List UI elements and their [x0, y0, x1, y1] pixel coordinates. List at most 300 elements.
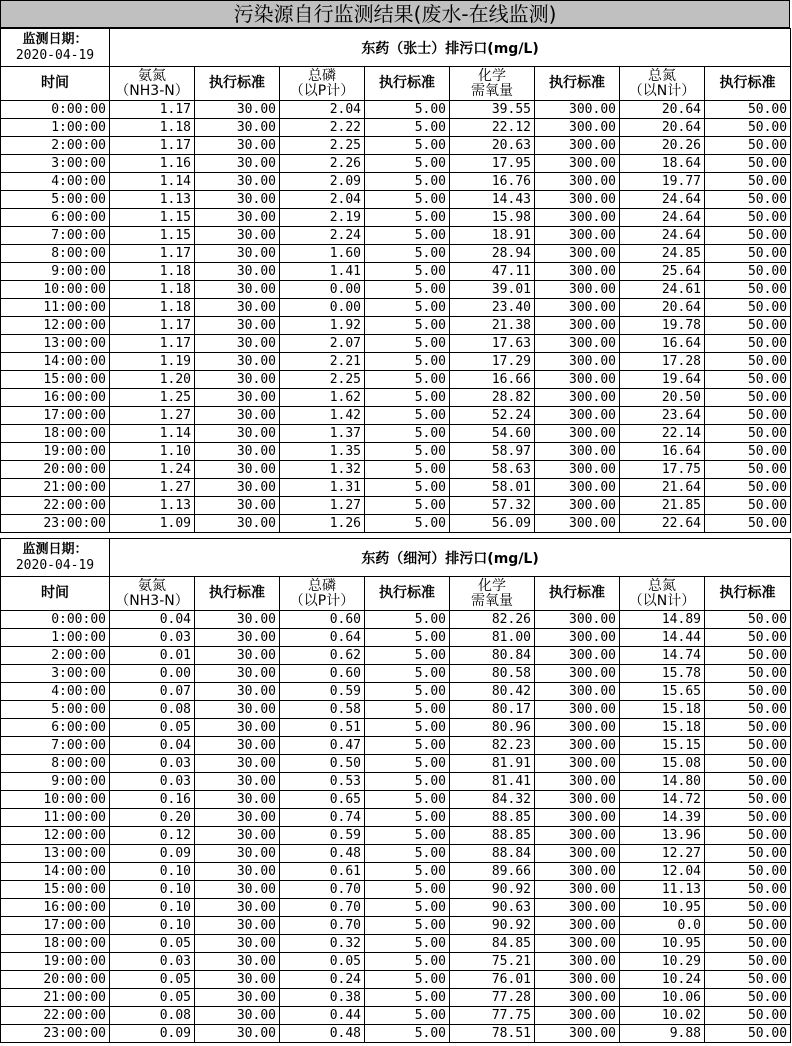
- cell-time: 7:00:00: [1, 737, 110, 755]
- table-row: [1, 317, 791, 335]
- cell-cod: 77.75: [450, 1007, 535, 1025]
- cell-nh3: 0.09: [110, 845, 195, 863]
- cell-cod: 28.94: [450, 245, 535, 263]
- monitoring-date-cell: [1, 29, 110, 67]
- cell-tp: 0.32: [280, 935, 365, 953]
- cell-nh3-std: 30.00: [195, 443, 280, 461]
- cell-nh3: 0.05: [110, 935, 195, 953]
- cell-tp: 1.26: [280, 515, 365, 533]
- cell-tn-std: 50.00: [705, 245, 791, 263]
- cell-nh3-std: 30.00: [195, 497, 280, 515]
- cell-nh3: 0.16: [110, 791, 195, 809]
- cell-cod-std: 300.00: [535, 191, 620, 209]
- cell-nh3-std: 30.00: [195, 629, 280, 647]
- cell-cod: 20.63: [450, 137, 535, 155]
- cell-tn-std: 50.00: [705, 407, 791, 425]
- cell-nh3: 0.01: [110, 647, 195, 665]
- cell-tp: 1.92: [280, 317, 365, 335]
- cell-cod: 14.43: [450, 191, 535, 209]
- cell-cod: 17.95: [450, 155, 535, 173]
- cell-time: 21:00:00: [1, 479, 110, 497]
- cell-cod: 57.32: [450, 497, 535, 515]
- section-meta-row: [1, 539, 791, 577]
- col-header-cod: [450, 577, 535, 611]
- cell-tn-std: 50.00: [705, 665, 791, 683]
- cell-nh3-std: 30.00: [195, 227, 280, 245]
- col-header-std-tn: 执行标准: [705, 67, 791, 101]
- cell-nh3: 0.20: [110, 809, 195, 827]
- cell-tn-std: 50.00: [705, 809, 791, 827]
- cell-tn: 14.44: [620, 629, 705, 647]
- cell-tp: 0.00: [280, 281, 365, 299]
- cell-time: 19:00:00: [1, 953, 110, 971]
- cell-nh3: 0.10: [110, 917, 195, 935]
- cell-tn-std: 50.00: [705, 971, 791, 989]
- cell-tn: 10.29: [620, 953, 705, 971]
- cell-tp-std: 5.00: [365, 407, 450, 425]
- cell-tp-std: 5.00: [365, 719, 450, 737]
- cell-tn: 10.06: [620, 989, 705, 1007]
- cell-cod-std: 300.00: [535, 515, 620, 533]
- table-row: [1, 119, 791, 137]
- cell-tp-std: 5.00: [365, 809, 450, 827]
- table-row: [1, 425, 791, 443]
- cell-cod-std: 300.00: [535, 809, 620, 827]
- cell-cod: 56.09: [450, 515, 535, 533]
- table-row: [1, 809, 791, 827]
- cell-nh3-std: 30.00: [195, 971, 280, 989]
- cell-tn-std: 50.00: [705, 443, 791, 461]
- cell-tp-std: 5.00: [365, 647, 450, 665]
- cell-cod: 84.32: [450, 791, 535, 809]
- cell-tn: 16.64: [620, 335, 705, 353]
- col-header-cod-line2: 需氧量: [471, 592, 513, 609]
- table-row: [1, 281, 791, 299]
- table-row: [1, 407, 791, 425]
- cell-tn: 18.64: [620, 155, 705, 173]
- cell-nh3-std: 30.00: [195, 899, 280, 917]
- cell-cod-std: 300.00: [535, 1007, 620, 1025]
- cell-tn: 24.85: [620, 245, 705, 263]
- table-row: [1, 791, 791, 809]
- col-header-tp-line2: （以P计）: [289, 592, 355, 609]
- table-row: [1, 335, 791, 353]
- cell-cod: 52.24: [450, 407, 535, 425]
- monitoring-date-label: 监测日期：: [22, 541, 88, 557]
- cell-tp: 0.74: [280, 809, 365, 827]
- cell-cod-std: 300.00: [535, 953, 620, 971]
- cell-tn: 14.39: [620, 809, 705, 827]
- cell-tp: 1.62: [280, 389, 365, 407]
- cell-tn-std: 50.00: [705, 719, 791, 737]
- cell-tn-std: 50.00: [705, 863, 791, 881]
- cell-nh3: 0.09: [110, 1025, 195, 1043]
- cell-nh3-std: 30.00: [195, 371, 280, 389]
- col-header-tp: [280, 67, 365, 101]
- cell-tn-std: 50.00: [705, 629, 791, 647]
- cell-cod-std: 300.00: [535, 917, 620, 935]
- cell-tp-std: 5.00: [365, 1007, 450, 1025]
- cell-time: 4:00:00: [1, 173, 110, 191]
- col-header-std-tp: 执行标准: [365, 577, 450, 611]
- cell-tn: 10.02: [620, 1007, 705, 1025]
- cell-tn: 14.72: [620, 791, 705, 809]
- cell-nh3-std: 30.00: [195, 119, 280, 137]
- table-row: [1, 479, 791, 497]
- cell-cod-std: 300.00: [535, 845, 620, 863]
- col-header-time: 时间: [1, 577, 110, 611]
- cell-cod-std: 300.00: [535, 119, 620, 137]
- cell-nh3: 1.18: [110, 119, 195, 137]
- table-row: [1, 263, 791, 281]
- cell-nh3: 0.10: [110, 881, 195, 899]
- cell-tp: 0.00: [280, 299, 365, 317]
- cell-tn: 21.85: [620, 497, 705, 515]
- cell-tn: 14.80: [620, 773, 705, 791]
- cell-tp-std: 5.00: [365, 773, 450, 791]
- table-row: [1, 917, 791, 935]
- table-row: [1, 737, 791, 755]
- cell-nh3: 0.00: [110, 665, 195, 683]
- cell-nh3-std: 30.00: [195, 1007, 280, 1025]
- cell-nh3-std: 30.00: [195, 917, 280, 935]
- cell-tn-std: 50.00: [705, 353, 791, 371]
- col-header-time: 时间: [1, 67, 110, 101]
- cell-tp: 1.37: [280, 425, 365, 443]
- cell-nh3: 1.27: [110, 407, 195, 425]
- cell-tn-std: 50.00: [705, 683, 791, 701]
- cell-tp: 2.19: [280, 209, 365, 227]
- cell-cod-std: 300.00: [535, 407, 620, 425]
- cell-cod: 21.38: [450, 317, 535, 335]
- cell-cod: 54.60: [450, 425, 535, 443]
- cell-nh3: 0.08: [110, 701, 195, 719]
- table-row: [1, 299, 791, 317]
- cell-nh3: 0.05: [110, 719, 195, 737]
- cell-tp: 0.58: [280, 701, 365, 719]
- cell-time: 14:00:00: [1, 863, 110, 881]
- cell-tn-std: 50.00: [705, 827, 791, 845]
- cell-cod: 80.96: [450, 719, 535, 737]
- cell-time: 9:00:00: [1, 773, 110, 791]
- cell-tn: 19.77: [620, 173, 705, 191]
- cell-cod-std: 300.00: [535, 137, 620, 155]
- cell-nh3-std: 30.00: [195, 461, 280, 479]
- cell-tn-std: 50.00: [705, 989, 791, 1007]
- cell-cod-std: 300.00: [535, 647, 620, 665]
- cell-cod: 90.92: [450, 881, 535, 899]
- cell-time: 13:00:00: [1, 845, 110, 863]
- cell-time: 6:00:00: [1, 209, 110, 227]
- cell-cod: 77.28: [450, 989, 535, 1007]
- monitoring-date-cell: [1, 539, 110, 577]
- cell-time: 9:00:00: [1, 263, 110, 281]
- cell-time: 2:00:00: [1, 137, 110, 155]
- cell-time: 7:00:00: [1, 227, 110, 245]
- col-header-nh3: [110, 577, 195, 611]
- cell-tp: 0.05: [280, 953, 365, 971]
- cell-tn-std: 50.00: [705, 227, 791, 245]
- cell-cod: 80.58: [450, 665, 535, 683]
- table-row: [1, 515, 791, 533]
- cell-cod-std: 300.00: [535, 971, 620, 989]
- cell-tn-std: 50.00: [705, 173, 791, 191]
- table-row: [1, 389, 791, 407]
- monitoring-date: 2020-04-19: [15, 557, 95, 573]
- cell-time: 3:00:00: [1, 665, 110, 683]
- cell-tp-std: 5.00: [365, 665, 450, 683]
- data-rows: [1, 611, 791, 1043]
- cell-nh3: 0.03: [110, 755, 195, 773]
- monitoring-table-xihe: [0, 538, 791, 1043]
- cell-nh3-std: 30.00: [195, 173, 280, 191]
- cell-cod-std: 300.00: [535, 209, 620, 227]
- cell-nh3-std: 30.00: [195, 989, 280, 1007]
- monitoring-table-zhangshi: [0, 28, 791, 533]
- cell-nh3-std: 30.00: [195, 299, 280, 317]
- cell-tp-std: 5.00: [365, 479, 450, 497]
- cell-tp-std: 5.00: [365, 881, 450, 899]
- col-header-cod-line2: 需氧量: [471, 82, 513, 99]
- cell-tp-std: 5.00: [365, 317, 450, 335]
- cell-nh3: 1.27: [110, 479, 195, 497]
- cell-cod-std: 300.00: [535, 155, 620, 173]
- cell-nh3-std: 30.00: [195, 665, 280, 683]
- cell-tn-std: 50.00: [705, 191, 791, 209]
- cell-tp-std: 5.00: [365, 935, 450, 953]
- cell-time: 0:00:00: [1, 611, 110, 629]
- table-row: [1, 701, 791, 719]
- cell-tp-std: 5.00: [365, 755, 450, 773]
- col-header-cod: [450, 67, 535, 101]
- cell-tp-std: 5.00: [365, 155, 450, 173]
- cell-time: 0:00:00: [1, 101, 110, 119]
- cell-tn: 11.13: [620, 881, 705, 899]
- cell-cod-std: 300.00: [535, 755, 620, 773]
- cell-tp: 0.60: [280, 611, 365, 629]
- cell-cod-std: 300.00: [535, 863, 620, 881]
- cell-time: 1:00:00: [1, 119, 110, 137]
- table-row: [1, 989, 791, 1007]
- cell-cod-std: 300.00: [535, 353, 620, 371]
- cell-cod-std: 300.00: [535, 443, 620, 461]
- cell-cod: 81.91: [450, 755, 535, 773]
- cell-tp: 2.07: [280, 335, 365, 353]
- cell-tp-std: 5.00: [365, 917, 450, 935]
- cell-nh3-std: 30.00: [195, 407, 280, 425]
- cell-tn-std: 50.00: [705, 389, 791, 407]
- cell-nh3: 1.13: [110, 191, 195, 209]
- table-row: [1, 773, 791, 791]
- table-row: [1, 137, 791, 155]
- col-header-nh3: [110, 67, 195, 101]
- cell-cod-std: 300.00: [535, 371, 620, 389]
- cell-tp: 0.53: [280, 773, 365, 791]
- table-row: [1, 845, 791, 863]
- cell-tn: 24.61: [620, 281, 705, 299]
- cell-cod-std: 300.00: [535, 719, 620, 737]
- table-row: [1, 101, 791, 119]
- cell-tp: 1.42: [280, 407, 365, 425]
- cell-nh3-std: 30.00: [195, 827, 280, 845]
- cell-nh3: 0.04: [110, 611, 195, 629]
- cell-nh3: 1.10: [110, 443, 195, 461]
- cell-tn-std: 50.00: [705, 935, 791, 953]
- cell-nh3-std: 30.00: [195, 845, 280, 863]
- cell-tn: 22.14: [620, 425, 705, 443]
- cell-cod: 78.51: [450, 1025, 535, 1043]
- cell-cod-std: 300.00: [535, 425, 620, 443]
- cell-cod-std: 300.00: [535, 479, 620, 497]
- cell-cod-std: 300.00: [535, 281, 620, 299]
- cell-time: 4:00:00: [1, 683, 110, 701]
- cell-cod: 18.91: [450, 227, 535, 245]
- cell-tn-std: 50.00: [705, 773, 791, 791]
- cell-tn: 15.15: [620, 737, 705, 755]
- cell-time: 16:00:00: [1, 899, 110, 917]
- cell-tn-std: 50.00: [705, 755, 791, 773]
- cell-nh3-std: 30.00: [195, 263, 280, 281]
- cell-cod: 47.11: [450, 263, 535, 281]
- cell-nh3-std: 30.00: [195, 335, 280, 353]
- cell-tn-std: 50.00: [705, 899, 791, 917]
- cell-nh3-std: 30.00: [195, 881, 280, 899]
- cell-tp: 0.59: [280, 827, 365, 845]
- cell-cod: 88.84: [450, 845, 535, 863]
- cell-tp: 0.70: [280, 881, 365, 899]
- cell-cod: 81.00: [450, 629, 535, 647]
- cell-tp: 2.25: [280, 137, 365, 155]
- table-row: [1, 719, 791, 737]
- cell-nh3: 0.04: [110, 737, 195, 755]
- cell-cod-std: 300.00: [535, 461, 620, 479]
- cell-nh3-std: 30.00: [195, 647, 280, 665]
- cell-nh3: 1.15: [110, 227, 195, 245]
- cell-tn: 19.64: [620, 371, 705, 389]
- cell-tn-std: 50.00: [705, 335, 791, 353]
- cell-nh3: 1.25: [110, 389, 195, 407]
- cell-tn: 15.08: [620, 755, 705, 773]
- cell-nh3-std: 30.00: [195, 389, 280, 407]
- cell-cod-std: 300.00: [535, 263, 620, 281]
- cell-cod: 76.01: [450, 971, 535, 989]
- cell-nh3: 0.12: [110, 827, 195, 845]
- cell-cod: 39.01: [450, 281, 535, 299]
- col-header-tp-line1: 总磷: [308, 577, 336, 594]
- cell-time: 22:00:00: [1, 497, 110, 515]
- cell-cod-std: 300.00: [535, 227, 620, 245]
- cell-tp: 0.59: [280, 683, 365, 701]
- cell-tp-std: 5.00: [365, 209, 450, 227]
- cell-tn-std: 50.00: [705, 701, 791, 719]
- table-row: [1, 881, 791, 899]
- col-header-tn: [620, 67, 705, 101]
- cell-tp: 0.61: [280, 863, 365, 881]
- cell-tn: 17.75: [620, 461, 705, 479]
- column-header-row: [1, 577, 791, 611]
- cell-tn-std: 50.00: [705, 281, 791, 299]
- cell-time: 20:00:00: [1, 971, 110, 989]
- cell-cod-std: 300.00: [535, 935, 620, 953]
- col-header-std-nh3: 执行标准: [195, 67, 280, 101]
- cell-cod: 80.42: [450, 683, 535, 701]
- cell-tp: 0.50: [280, 755, 365, 773]
- cell-tp-std: 5.00: [365, 335, 450, 353]
- cell-cod-std: 300.00: [535, 881, 620, 899]
- cell-tp: 2.04: [280, 191, 365, 209]
- cell-cod: 90.92: [450, 917, 535, 935]
- col-header-cod-line1: 化学: [478, 577, 506, 594]
- cell-nh3: 1.19: [110, 353, 195, 371]
- cell-time: 10:00:00: [1, 791, 110, 809]
- cell-nh3: 1.15: [110, 209, 195, 227]
- cell-tn-std: 50.00: [705, 425, 791, 443]
- cell-tn-std: 50.00: [705, 1025, 791, 1043]
- cell-tn: 22.64: [620, 515, 705, 533]
- cell-nh3: 0.03: [110, 953, 195, 971]
- cell-tn: 13.96: [620, 827, 705, 845]
- cell-cod: 58.63: [450, 461, 535, 479]
- outlet-name: 东药（细河）排污口(mg/L): [110, 539, 791, 577]
- cell-nh3-std: 30.00: [195, 101, 280, 119]
- cell-cod: 22.12: [450, 119, 535, 137]
- cell-tp-std: 5.00: [365, 461, 450, 479]
- cell-nh3: 1.17: [110, 317, 195, 335]
- cell-nh3-std: 30.00: [195, 281, 280, 299]
- cell-tp-std: 5.00: [365, 611, 450, 629]
- cell-cod-std: 300.00: [535, 611, 620, 629]
- cell-tp-std: 5.00: [365, 737, 450, 755]
- cell-tp: 0.48: [280, 1025, 365, 1043]
- cell-cod-std: 300.00: [535, 683, 620, 701]
- outlet-name: 东药（张士）排污口(mg/L): [110, 29, 791, 67]
- cell-time: 13:00:00: [1, 335, 110, 353]
- cell-cod-std: 300.00: [535, 497, 620, 515]
- cell-nh3-std: 30.00: [195, 863, 280, 881]
- cell-tp: 1.41: [280, 263, 365, 281]
- cell-tn-std: 50.00: [705, 479, 791, 497]
- cell-time: 18:00:00: [1, 425, 110, 443]
- cell-time: 17:00:00: [1, 407, 110, 425]
- cell-nh3-std: 30.00: [195, 317, 280, 335]
- cell-tn-std: 50.00: [705, 209, 791, 227]
- col-header-tp: [280, 577, 365, 611]
- cell-tn-std: 50.00: [705, 497, 791, 515]
- cell-nh3: 1.18: [110, 263, 195, 281]
- cell-cod: 23.40: [450, 299, 535, 317]
- cell-cod: 16.76: [450, 173, 535, 191]
- cell-cod-std: 300.00: [535, 173, 620, 191]
- cell-tn-std: 50.00: [705, 101, 791, 119]
- cell-cod: 17.63: [450, 335, 535, 353]
- cell-tn-std: 50.00: [705, 371, 791, 389]
- cell-nh3-std: 30.00: [195, 701, 280, 719]
- col-header-nh3-line1: 氨氮: [138, 67, 166, 84]
- cell-tp-std: 5.00: [365, 245, 450, 263]
- cell-tp-std: 5.00: [365, 281, 450, 299]
- cell-nh3: 0.10: [110, 899, 195, 917]
- cell-nh3-std: 30.00: [195, 719, 280, 737]
- cell-tn-std: 50.00: [705, 317, 791, 335]
- cell-tn-std: 50.00: [705, 737, 791, 755]
- cell-cod-std: 300.00: [535, 629, 620, 647]
- cell-time: 8:00:00: [1, 755, 110, 773]
- cell-cod: 82.23: [450, 737, 535, 755]
- cell-tn: 9.88: [620, 1025, 705, 1043]
- cell-nh3: 1.18: [110, 281, 195, 299]
- table-row: [1, 935, 791, 953]
- cell-tn-std: 50.00: [705, 1007, 791, 1025]
